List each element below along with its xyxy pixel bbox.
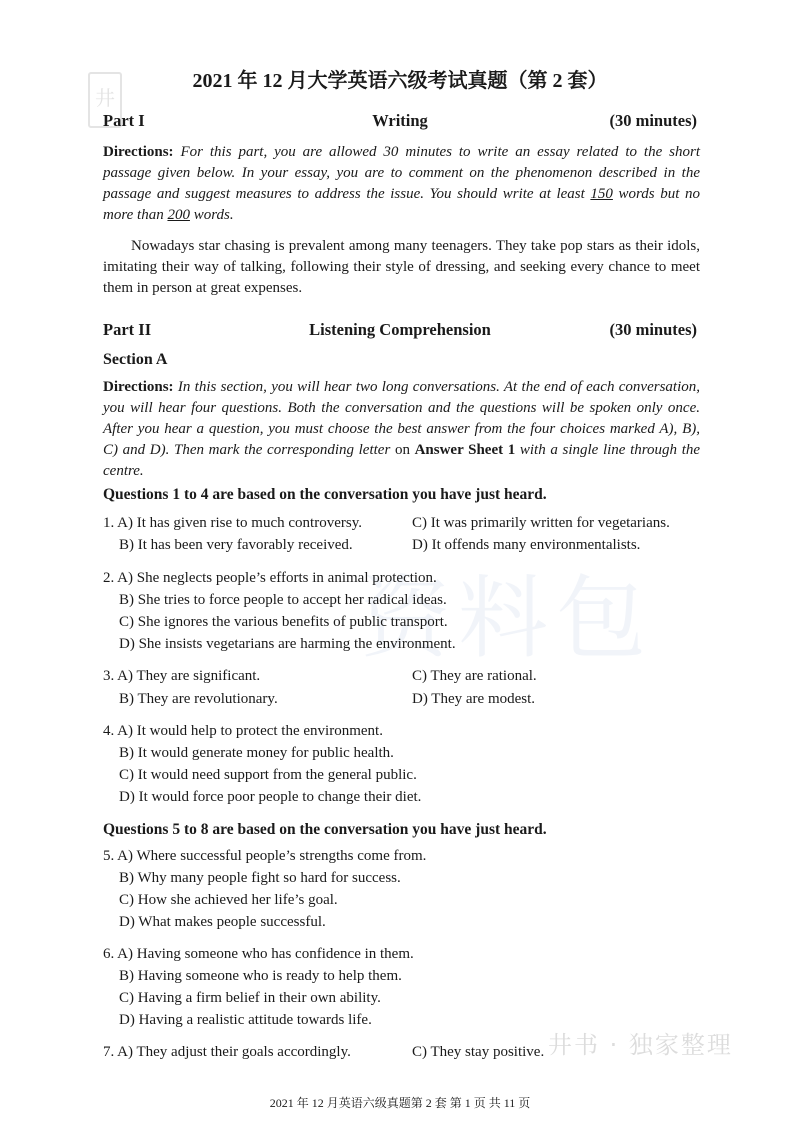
q3-option-c: C) They are rational. (412, 668, 537, 684)
q1-option-a: 1. A) It has given rise to much controversy. (103, 515, 362, 531)
q5-option-c: C) How she achieved her life’s goal. (119, 892, 338, 908)
q6-option-b: B) Having someone who is ready to help them. (119, 968, 402, 984)
q1-option-c: C) It was primarily written for vegetarians. (412, 515, 670, 531)
directions-on: on (394, 442, 415, 458)
q4-option-b: B) It would generate money for public health. (119, 745, 394, 761)
q2-option-d: D) She insists vegetarians are harming the environment. (119, 636, 456, 652)
part-1-directions (103, 142, 700, 226)
page-footer: 2021 年 12 月英语六级真题第 2 套 第 1 页 共 11 页 (269, 1096, 531, 1110)
q4-option-c: C) It would need support from the general public. (119, 767, 417, 783)
part-2-number: Part II (103, 320, 152, 339)
q2-option-a: 2. A) She neglects people’s efforts in animal protection. (103, 570, 437, 586)
q5-option-a: 5. A) Where successful people’s strengths come from. (103, 848, 427, 864)
q6-option-c: C) Having a firm belief in their own ability. (119, 990, 381, 1006)
part-1-time: (30 minutes) (609, 111, 697, 130)
directions-label: Directions: (103, 144, 174, 160)
question-group-2-heading: Questions 5 to 8 are based on the conversation you have just heard. (103, 821, 547, 838)
q7-option-c: C) They stay positive. (412, 1044, 545, 1060)
q2-option-b: B) She tries to force people to accept her radical ideas. (119, 592, 447, 608)
q1-option-d: D) It offends many environmentalists. (412, 537, 641, 553)
q6-option-d: D) Having a realistic attitude towards life. (119, 1012, 372, 1028)
watermark-logo: 井 (88, 72, 122, 128)
directions-text: In this section, you will hear two long conversations. At the end of each conversation, you will hear four questions. Both the conversation and the questions will be spoken only once. After you hear a question, you must choose the best answer from the four choices marked A), B), C) and D). Then mark the corresponding letter (103, 379, 700, 458)
part-2-header (103, 320, 697, 342)
q6-option-a: 6. A) Having someone who has confidence in them. (103, 946, 414, 962)
answer-sheet-label: Answer Sheet 1 (414, 442, 516, 458)
q4-option-d: D) It would force poor people to change their diet. (119, 789, 422, 805)
part-2-name: Listening Comprehension (309, 320, 491, 339)
section-a-title: Section A (103, 351, 168, 368)
directions-label: Directions: (103, 379, 174, 395)
q1-option-b: B) It has been very favorably received. (119, 537, 353, 553)
q3-option-b: B) They are revolutionary. (119, 691, 278, 707)
directions-text: For this part, you are allowed 30 minutes to write an essay related to the short passage given below. In your essay, you are to comment on the phenomenon described in the passage and suggest measures to address the issue. You should write at least (103, 144, 700, 202)
watermark-text: 资料包 (360, 570, 654, 669)
page-title: 2021 年 12 月大学英语六级考试真题（第 2 套） (192, 70, 608, 92)
part-2-time: (30 minutes) (609, 320, 697, 339)
q5-option-b: B) Why many people fight so hard for success. (119, 870, 401, 886)
q3-option-d: D) They are modest. (412, 691, 536, 707)
min-words: 150 (590, 186, 613, 202)
q2-option-c: C) She ignores the various benefits of public transport. (119, 614, 448, 630)
q7-option-a: 7. A) They adjust their goals accordingly. (103, 1044, 351, 1060)
question-group-1-heading: Questions 1 to 4 are based on the conversation you have just heard. (103, 486, 547, 503)
part-2-directions (103, 377, 700, 482)
part-1-name: Writing (372, 111, 428, 130)
directions-text-2: with a single line through the centre. (103, 442, 701, 479)
part-1-header (103, 111, 697, 133)
directions-text-2: words but no more than (103, 186, 700, 223)
q4-option-a: 4. A) It would help to protect the environment. (103, 723, 383, 739)
directions-text-3: words. (189, 207, 234, 223)
part-1-number: Part I (103, 111, 145, 130)
max-words: 200 (167, 207, 190, 223)
watermark-corner: 井书 · 独家整理 (548, 1031, 733, 1059)
q3-option-a: 3. A) They are significant. (103, 668, 261, 684)
writing-passage: Nowadays star chasing is prevalent among many teenagers. They take pop stars as their idols, imitating their way of talking, following their style of dressing, and seeking every chance to meet them in person at great expenses. (103, 238, 700, 296)
q5-option-d: D) What makes people successful. (119, 914, 326, 930)
